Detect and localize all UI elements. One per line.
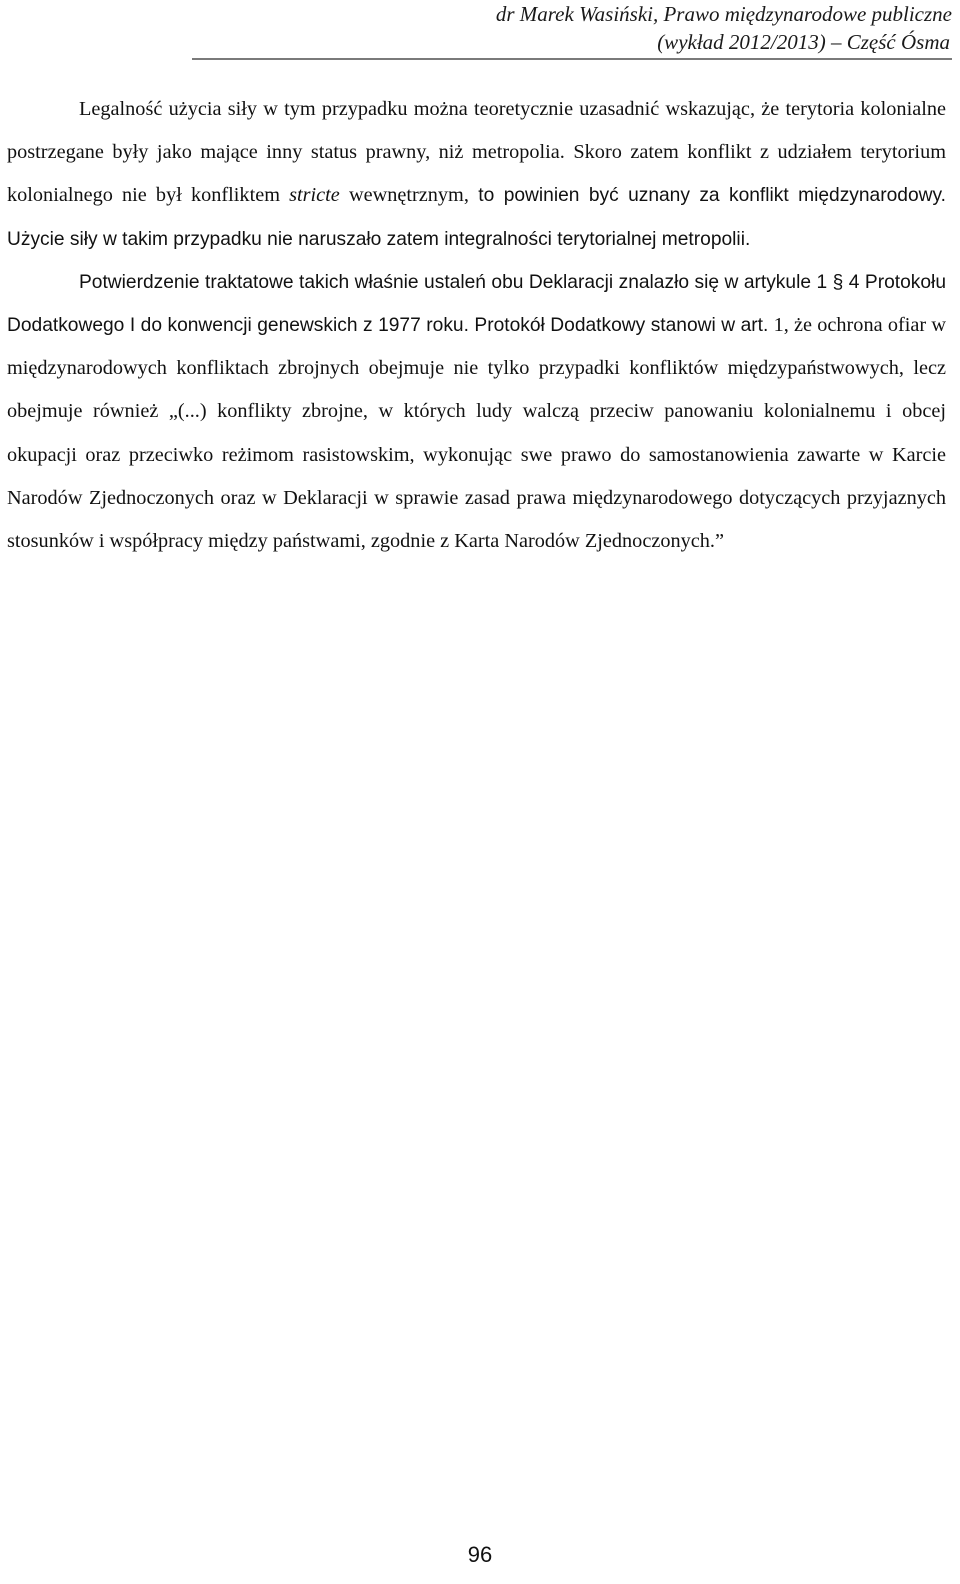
- latin-term: stricte: [289, 184, 340, 207]
- paragraph-text: Legalność użycia siły w tym przypadku można teoretycznie uzasadnić wskazując, że terytoria kolonialne postrzegane były jako mające inny status prawny, niż metropolia. Skoro zatem konflikt z udziałem terytorium kolonialnego nie był konfliktem: [7, 98, 946, 207]
- paragraph-protocol: [7, 261, 946, 563]
- page-number: 96: [467, 1542, 493, 1567]
- header-subtitle-line: (wykład 2012/2013) – Część Ósma: [657, 30, 950, 54]
- paragraph-text-sans: to powinien być uznany za konflikt międzynarodowy. Użycie siły w takim przypadku nie naruszało zatem integralności terytorialnej metropolii.: [7, 185, 946, 250]
- paragraph-text: 1, że ochrona ofiar w międzynarodowych konfliktach zbrojnych obejmuje nie tylko przypadki konfliktów międzypaństwowych, lecz obejmuje również „(...) konflikty zbrojne, w których ludy walczą przeciw panowaniu kolonialnemu i obcej okupacji oraz przeciwko reżimom rasistowskim, wykonując swe prawo do samostanowienia zawarte w Karcie Narodów Zjednoczonych oraz w Deklaracji w sprawie zasad prawa międzynarodowego dotyczących przyjaznych stosunków i współpracy między państwami, zgodnie z Karta Narodów Zjednoczonych.”: [7, 314, 946, 553]
- paragraph-text-sans: Potwierdzenie traktatowe takich właśnie ustaleń obu Deklaracji znalazło się w artykule 1 § 4 Protokołu Dodatkowego I do konwencji genewskich z 1977 roku. Protokół Dodatkowy stanowi w art.: [7, 271, 946, 337]
- header-title-line: dr Marek Wasiński, Prawo międzynarodowe publiczne: [495, 2, 952, 26]
- paragraph-text: wewnętrznym,: [339, 184, 469, 207]
- body-text: [7, 88, 946, 563]
- paragraph-colonial-conflict: [7, 88, 946, 261]
- running-header: [192, 0, 952, 60]
